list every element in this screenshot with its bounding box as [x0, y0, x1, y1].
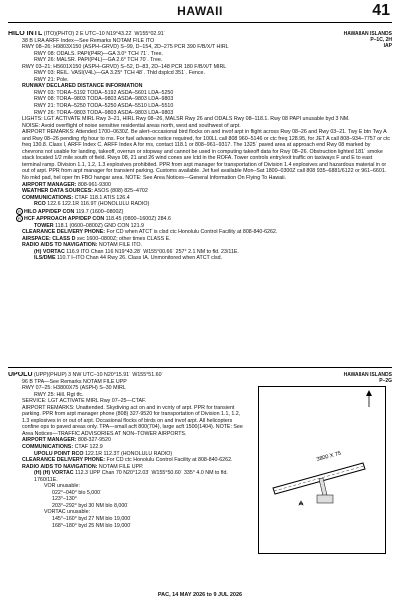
hilo-info-6-label: TOWER [34, 222, 54, 229]
upolu-remarks: AIRPORT REMARKS: Unattended. Skydiving act on and in vcnty of arpt. PPR for transient parking. PPR from arpt manager phone (808) 327-9520 for transportation of Division 1.1, 1.2, 1.3 explosives in or out of arpt. Occasional flocks of birds on and invof arpt. All helicopters confine ops to paved areas only. TPA—small acft 800(704), large acft 1500(1404). NOTE: See Area Notices—TRAFFIC ADVISORIES AT NON–TOWER AIRPORTS. [22, 404, 243, 437]
airport-diagram [258, 386, 386, 554]
hilo-info-1-value: ASOS (808) 825–4702 [94, 188, 148, 195]
runway-07-25 [273, 463, 365, 494]
upolu-vor-0: VOR unusable: [44, 483, 80, 490]
upolu-chart1: P–2G [379, 378, 392, 385]
hilo-service-para: LIGHTS: LGT ACTIVATE MIRL Rwy 3–21, HIRL Rwy 08–26, MALSR Rwy 26 and ODALS Rwy 08–118.1. Rwy 08 PAPI unusable byd 3 NM. [22, 116, 350, 123]
circled-r-icon: R [16, 215, 23, 222]
hilo-line-4: RWY 03–21: H5601X150 (ASPH–GRVD) S–52, D–83, 2D–148 PCR 180 F/B/X/T MIRL [22, 63, 227, 70]
hilo-info-2-value: CTAF 118.1 ATIS 126.4 [74, 194, 130, 201]
hilo-info-7-label: CLEARANCE DELIVERY PHONE: [22, 229, 105, 236]
upolu-info-0-value: 808-327-9520 [77, 437, 111, 444]
upolu-info-5 [8, 470, 244, 483]
hilo-info-8-label: AIRSPACE: CLASS D [22, 235, 76, 242]
hilo-info-5-label: HCF APPROACH APP/DEP CON [24, 216, 105, 223]
entry-divider [8, 367, 392, 368]
hilo-title-rest: (ITO)(PHTO) 2 E UTC–10 N19°43.22´ W155°02.91´ [43, 31, 166, 37]
upolu-vor-2: 123°–130° [52, 496, 77, 503]
hilo-line-0: 38 B LRA ARFF Index—See Remarks NOTAM FILE ITO [22, 37, 155, 44]
hilo-line-5: RWY 03: REIL. VASI(V4L)—GA 3.25° TCH 48´. Thld dsplcd 351´. Fence. [34, 70, 205, 77]
upolu-info-5-label: (H) (H) VORTAC [34, 470, 74, 477]
hilo-info-4 [8, 208, 392, 215]
page-header [0, 4, 400, 24]
upolu-info-0-label: AIRPORT MANAGER: [22, 437, 77, 444]
page-footer: PAC, 14 MAY 2026 to 9 JUL 2026 [157, 592, 243, 598]
hilo-info-11 [8, 255, 392, 262]
upolu-vor-4: VORTAC unusable: [44, 509, 91, 516]
hilo-title: HILO INTL [8, 31, 43, 37]
upolu-info-2-label: UPOLU POINT RCO [34, 450, 84, 457]
upolu-info-5-value: 112.3 UPP Chan 70 N20°12.03´ W155°50.60´ 335° 4.0 NM to fld. 1760/11E. [34, 470, 228, 483]
hilo-info-2-label: COMMUNICATIONS: [22, 194, 74, 201]
hilo-distance-2: RWY 21: TORA–5250 TODA–5250 ASDA–5510 LDA–5510 [34, 103, 174, 110]
upolu-line-2: RWY 25: Hill. Rgt tfc. [34, 391, 84, 398]
hilo-info-3-label: RCO [34, 201, 46, 208]
hilo-info-9-value: NOTAM FILE ITO. [98, 242, 142, 249]
hilo-line-3: RWY 26: MALSR. PAPI(P4L)—GA 2.6° TCH 70´. Tree. [34, 57, 163, 64]
hilo-chart1: P–1C, 2H [370, 37, 392, 44]
state-title: HAWAII [177, 4, 223, 18]
hilo-info-0-value: 808-961-9300 [77, 181, 111, 188]
upolu-info-1-value: CTAF 122.9 [74, 444, 103, 451]
diagram-runway-label: 3800 X 75 [315, 450, 342, 463]
upolu-title: UPOLU [8, 372, 33, 378]
hilo-distance-title: RUNWAY DECLARED DISTANCE INFORMATION [22, 83, 143, 90]
upolu-vor-1: 022°–040° blo 5,000´ [52, 489, 102, 496]
hilo-line-2: RWY 08: ODALS. PAPI(P4R)—GA 3.0° TCH 71´. Tree. [34, 50, 163, 57]
upolu-info-3-value: For CD ctc Honolulu Control Facility at 808-840-6262. [106, 457, 233, 464]
page-number: 41 [372, 2, 390, 19]
hilo-info-7-value: For CD when ATCT is clsd ctc Honolulu Control Facility at 808-840-6262. [106, 229, 278, 236]
hilo-entry [8, 31, 392, 262]
hilo-info-9-label: RADIO AIDS TO NAVIGATION: [22, 242, 98, 249]
upolu-info-3-label: CLEARANCE DELIVERY PHONE: [22, 457, 105, 464]
hilo-info-4-value: 119.7 (1600–0800Z) [75, 208, 124, 215]
hilo-distance-0: RWY 03: TORA–5192 TODA–5192 ASDA–5601 LDA–5250 [34, 89, 174, 96]
hilo-line-6: RWY 21: Pole. [34, 76, 69, 83]
hilo-info-10-value: 116.9 ITO Chan 116 N19°43.28´ W155°00.66´ 257° 2.1 NM to fld. 23/11E. [66, 248, 239, 255]
upolu-region: HAWAIIAN ISLANDS [343, 372, 392, 378]
upolu-info-1-label: COMMUNICATIONS: [22, 444, 74, 451]
hilo-info-5-value: 118.45 (0800–1600Z) 284.6 [105, 216, 171, 223]
hilo-info-0-label: AIRPORT MANAGER: [22, 181, 77, 188]
hilo-distance-1: RWY 08: TORA–9803 TODA–9803 ASDA–9803 LDA–9803 [34, 96, 174, 103]
header-rule [8, 22, 392, 23]
hilo-info-11-value: 110.7 I–ITO Chan 44 Rwy 26. Class IA. Unmonitored when ATCT clsd. [56, 255, 223, 262]
hilo-info-11-label: ILS/DME [34, 255, 56, 262]
hilo-info-10-label: (H) VORTAC [34, 248, 65, 255]
apron [317, 478, 333, 503]
upolu-info-4-value: NOTAM FILE UPP. [98, 463, 144, 470]
upolu-vor-5: 145°–160° byd 27 NM blo 19,000´ [52, 516, 132, 523]
hilo-info-6-value: 118.1 (0600–0800Z) GND CON 121.9 [55, 222, 144, 229]
upolu-vor-3: 203°–292° byd 30 NM blo 8,000´ [52, 502, 129, 509]
hilo-chart2: IAP [383, 43, 392, 50]
hilo-distance-3: RWY 26: TORA–9803 TODA–9803 ASDA–9803 LDA–9803 [34, 109, 174, 116]
upolu-line-1: RWY 07–25: H3800X75 (ASPH) S–30 MIRL [22, 385, 126, 392]
circled-r-icon: R [16, 208, 23, 215]
hilo-info-5 [8, 215, 392, 222]
upolu-line-0: 96 B TPA—See Remarks NOTAM FILE UPP [22, 378, 127, 385]
airport-diagram-svg [259, 387, 385, 553]
upolu-info-4-label: RADIO AIDS TO NAVIGATION: [22, 463, 98, 470]
upolu-chart-refs [344, 372, 392, 384]
upolu-info-2-value: 122.1R 112.3T (HONOLULU RADIO) [84, 450, 173, 457]
hilo-noise: NOISE: Avoid overflight of noise sensitive residential areas north, west and southwest of arpt. [22, 122, 241, 129]
upolu-title-rest: (UPP)(PHUP) 3 NW UTC–10 N20°15.91´ W155°51.60´ [33, 372, 164, 378]
hilo-chart-refs [344, 31, 392, 50]
beacon-icon [299, 501, 303, 505]
upolu-service: SERVICE: LGT ACTIVATE MIRL Rwy 07–25—CTAF. [22, 398, 147, 405]
hilo-remarks: AIRPORT REMARKS: Attended 1700–0630Z. Be alert–occasional bird flocks on and invof arpt in flight across Rwy 08–26 and Rwy 03–21. Twy E btn Twy A and Rwy 08–26 pending rfg hour to rns. For fuel advance notice required, for 100LL call 808 960–5146 or ctc freq 128.95, for JET A call 808–934–7757 or ctc freq 130.8. Class I, ARFF Index C. ARFF Index A for rns, contact 118.1 or 808–961–9317. The 1325´ paved area at approach end Rwy 08 marked by chevrons not usable for landing, takeoff, overrun or stopway and cannot be used in computing takeoff data for Rwy 08–26. Obstruction lighted 181´ smoke stack located 1/2 mile south of field. Rwys 08, 21 and 26 wind cones are lctd in the ROFA. Tower controls entry/exit traffic on taxiways F and E to east terminal ramp. Division 1.1, 1.2, 1.3 explosives prohibited. PPR from arpt manager for transportation of Division 1.4 explosives and hazardous material in or out of arpt. PPR from arpt manager for transient parking. Customs available. Jet fuel available Mon–Sat 1800–0300Z call 808 935–6881/6122 or 961–6601. No mkd pad, hel oper fm FBO hangar area. NOTE: See Area Notices—General Information On Flying To Hawaii. [22, 129, 391, 182]
hilo-info-1-label: WEATHER DATA SOURCES: [22, 188, 94, 195]
upolu-vor-6: 168°–180° byd 25 NM blo 19,000´ [52, 522, 132, 529]
hilo-info-4-label: HILO APP/DEP CON [24, 208, 75, 215]
hilo-info-3-value: 122.6 122.1R 116.9T (HONOLULU RADIO) [47, 201, 150, 208]
hilo-region: HAWAIIAN ISLANDS [343, 31, 392, 37]
north-arrow-icon [366, 390, 372, 407]
hilo-info-8-value: svc 1600–0800Z; other times CLASS E. [76, 235, 171, 242]
hilo-line-1: RWY 08–26: H9803X150 (ASPH–GRVD) S–99, D–154, 2D–275 PCR 390 F/B/X/T HIRL [22, 44, 229, 51]
